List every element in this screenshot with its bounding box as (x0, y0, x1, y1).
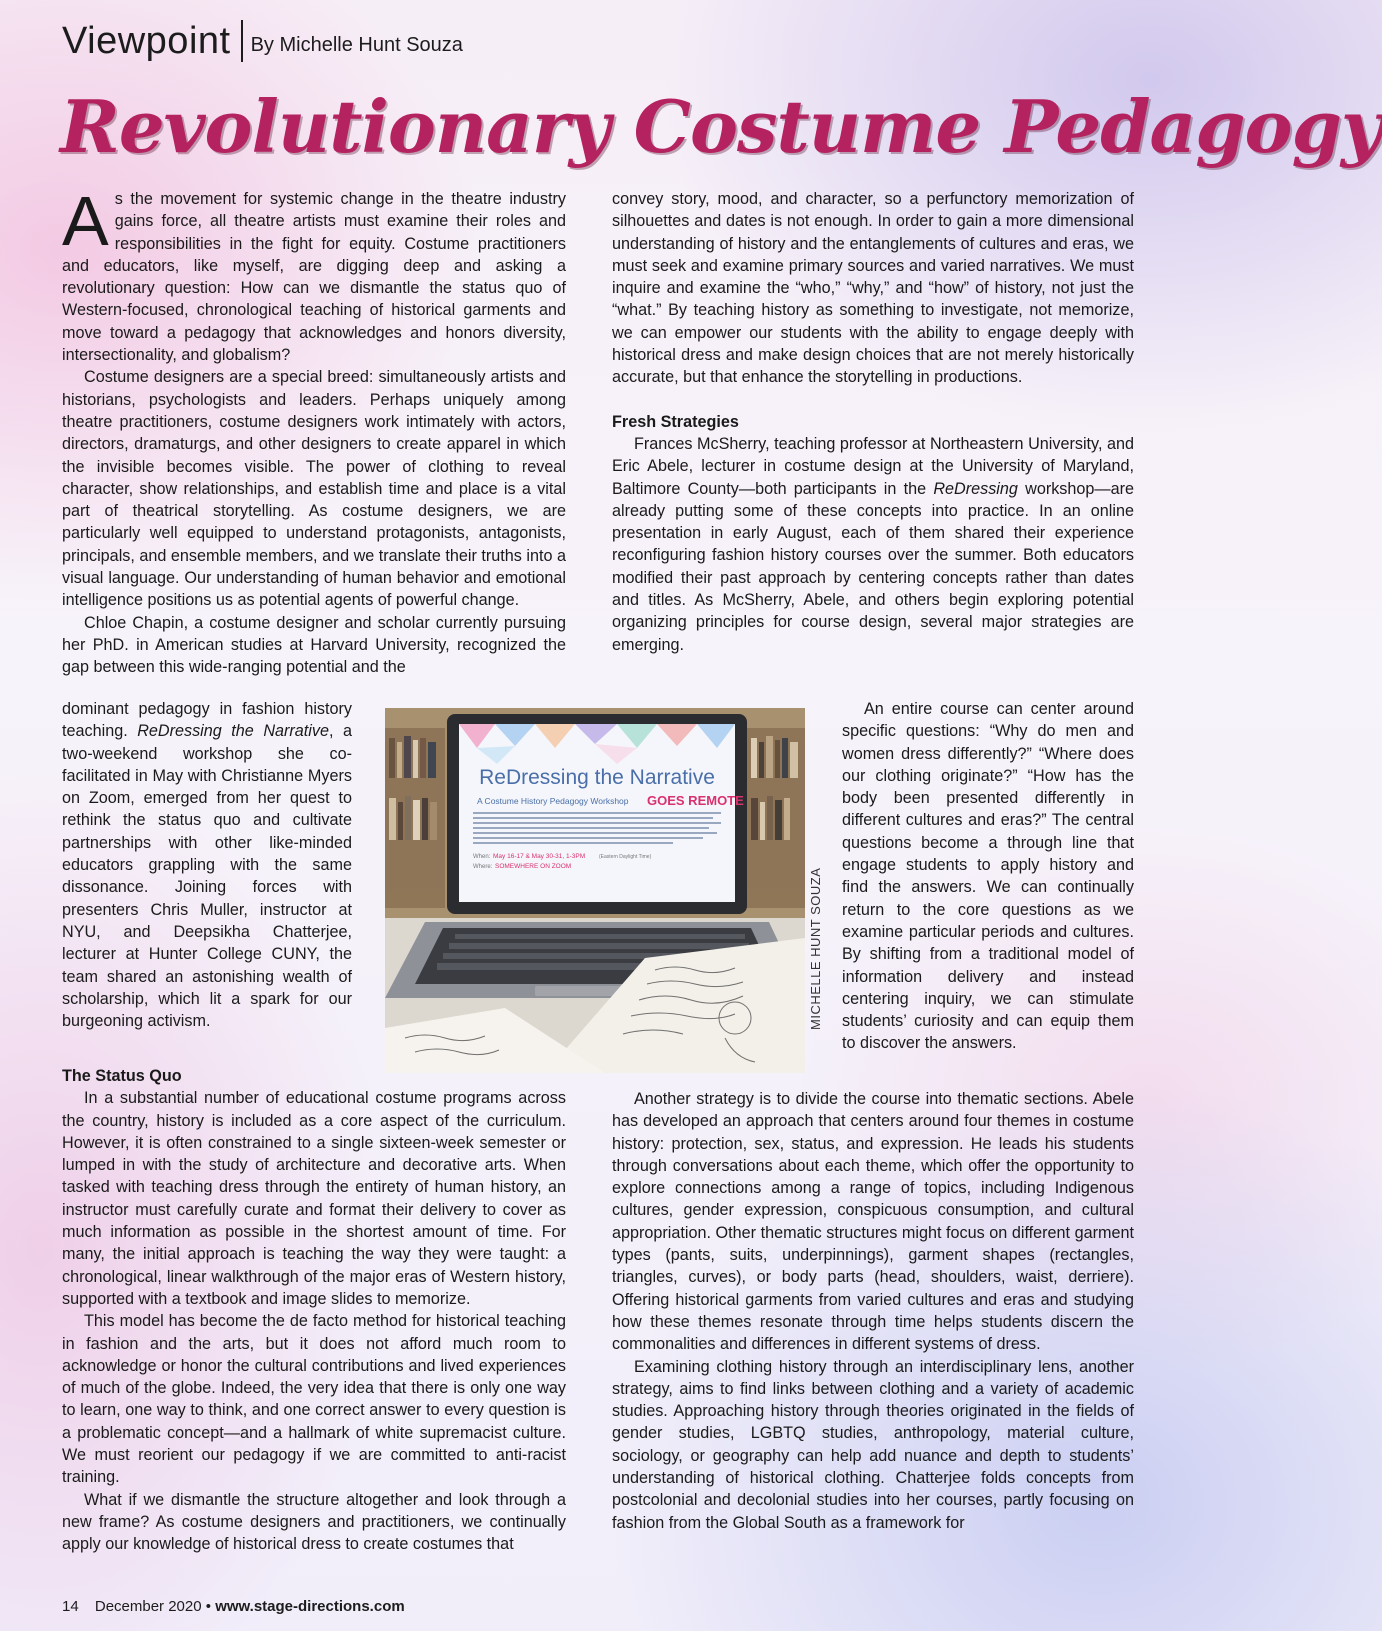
column-right-narrow (842, 698, 1134, 1055)
column-left-bottom (62, 1065, 566, 1556)
laptop-photo (385, 708, 805, 1073)
column-left-top (62, 182, 566, 679)
column-right-bottom (612, 1088, 1134, 1534)
website-url: www.stage-directions.com (215, 1598, 405, 1615)
paragraph: An entire course can center around specific questions: “Why do men and women dress differently?” “Where does our clothing originate?” “How has the body been presented differently in different cultures and eras?” The central questions become a through line that engage students to apply history and find the answers. We can continually return to the core questions as we examine particular periods and cultures. By shifting from a traditional model of information delivery and instead centering inquiry, we can stimulate students’ curiosity and can equip them to discover the answers. (842, 700, 1134, 1053)
intro-paragraph: As the movement for systemic change in the theatre industry gains force, all theatre artists must examine their roles and responsibilities in the fight for equity. Costume practitioners and educators, like myself, are digging deep and asking a revolutionary question: How can we dismantle the status quo of Western-focused, chronological teaching of historical garments and move toward a pedagogy that acknowledges and honors diversity, intersectionality, and globalism? (62, 182, 566, 365)
byline: By Michelle Hunt Souza (250, 33, 463, 56)
header-divider (241, 20, 243, 62)
screen-goes-remote: GOES REMOTE (647, 793, 744, 808)
screen-subtitle: A Costume History Pedagogy Workshop (477, 796, 629, 806)
section-label: Viewpoint (62, 19, 231, 62)
paragraph: In a substantial number of educational costume programs across the country, history is included as a core aspect of the curriculum. However, it is often constrained to a single sixteen-week semester or lumped in with the study of architecture and decorative arts. When tasked with teaching dress through the entirety of human history, an instructor must carefully curate and format their delivery to cover as much information as possible in the shortest amount of time. For many, the initial approach is teaching the way they were taught: a chronological, linear walkthrough of the major eras of Western history, supported with a textbook and image slides to memorize. (62, 1089, 566, 1308)
laptop-illustration (385, 708, 805, 1073)
article-title: Revolutionary Costume Pedagogy (60, 84, 1382, 169)
photo-credit: MICHELLE HUNT SOUZA (808, 867, 823, 1030)
page-header (62, 18, 463, 64)
issue-date: December 2020 (94, 1598, 202, 1615)
paragraph: convey story, mood, and character, so a perfunctory memorization of silhouettes and dates is not enough. In order to gain a more dimensional understanding of history and the entanglements of cultures and eras, we must seek and examine primary sources and varied narratives. We must inquire and examine the “who,” “why,” and “how” of history, not just the “what.” By teaching history as something to investigate, not memorize, we can empower our students with the ability to engage deeply with historical dress and make design choices that are not merely historically accurate, but that enhance the storytelling in productions. (612, 190, 1134, 387)
column-right-top (612, 188, 1134, 656)
screen-when: May 16-17 & May 30-31, 1-3PM (493, 853, 586, 860)
paragraph: Chloe Chapin, a costume designer and scholar currently pursuing her PhD. in American studies at Harvard University, recognized the gap between this wide-ranging potential and the (62, 613, 566, 677)
page-number: 14 (62, 1598, 79, 1615)
paragraph: Another strategy is to divide the course into thematic sections. Abele has developed an approach that centers around four themes in costume history: protection, sex, status, and expression. He leads his students through conversations about each theme, which offer the opportunity to explore connections among a range of topics, including Indigenous cultures, gender expression, conspicuous consumption, and cultural appropriation. Other thematic structures might focus on different garment types (pants, suits, underpinnings), garment shapes (rectangles, triangles, curves), or body parts (head, shoulders, waist, derriere). Offering historical garments from varied cultures and eras and studying how these themes resonate through time helps students discern the commonalities and differences in different systems of dress. (612, 1090, 1134, 1354)
screen-when-label: When: (473, 854, 491, 860)
screen-title: ReDressing the Narrative (479, 766, 715, 789)
footer-separator: • (205, 1598, 212, 1615)
screen-where-label: Where: (473, 864, 493, 870)
paragraph: Frances McSherry, teaching professor at Northeastern University, and Eric Abele, lecturer in costume design at the University of Maryland, Baltimore County—both participants in the ReDressing workshop—are already putting some of these concepts into practice. In an online presentation in early August, each of them shared their experience reconfiguring fashion history courses over the summer. Both educators modified their past approach by centering concepts rather than dates and titles. As McSherry, Abele, and others begin exploring potential organizing principles for course design, several major strategies are emerging. (612, 434, 1134, 654)
workshop-title-italic: ReDressing the Narrative (137, 722, 329, 741)
section-heading-fresh-strategies: Fresh Strategies (612, 412, 739, 431)
drop-cap: A (62, 182, 109, 260)
paragraph: Costume designers are a special breed: simultaneously artists and historians, psychologists and leaders. Perhaps uniquely among theatre practitioners, costume designers work intimately with actors, directors, dramaturgs, and other designers to create apparel in which the invisible becomes visible. The power of clothing to reveal character, show relationships, and establish time and place is a vital part of theatrical storytelling. As costume designers, we are particularly well equipped to understand protagonists, antagonists, principals, and ensemble members, and we translate their truths into a visual language. Our understanding of human behavior and emotional intelligence positions us as potential agents of powerful change. (62, 368, 566, 610)
paragraph: dominant pedagogy in fashion history teaching. ReDressing the Narrative, a two-weekend workshop she co-facilitated in May with Christianne Myers on Zoom, emerged from her quest to rethink the status quo and cultivate partnerships with other like-minded educators grappling with the same dissonance. Joining forces with presenters Chris Muller, instructor at NYU, and Deepsikha Chatterjee, lecturer at Hunter College CUNY, the team shared an astonishing wealth of scholarship, which lit a spark for our burgeoning activism. (62, 700, 352, 1031)
screen-when-note: (Eastern Daylight Time) (599, 854, 652, 860)
section-heading-status-quo: The Status Quo (62, 1067, 182, 1085)
screen-where: SOMEWHERE ON ZOOM (495, 863, 572, 870)
paragraph: What if we dismantle the structure altogether and look through a new frame? As costume designers and practitioners, we continually apply our knowledge of historical dress to create costumes that (62, 1490, 566, 1554)
paragraph: Examining clothing history through an interdisciplinary lens, another strategy, aims to find links between clothing and a variety of academic studies. Approaching history through theories originated in the fields of gender studies, LGBTQ studies, anthropology, material culture, sociology, or geography can help add nuance and depth to students’ understanding of historical clothing. Chatterjee folds concepts from postcolonial and decolonial studies into her courses, partly focusing on fashion from the Global South as a framework for (612, 1357, 1134, 1532)
column-left-narrow (62, 698, 352, 1032)
paragraph: This model has become the de facto method for historical teaching in fashion and the arts, but it does not afford much room to acknowledge or honor the cultural contributions and lived experiences of much of the globe. Indeed, the very idea that there is only one way to learn, one way to think, and one correct answer to every question is a problematic concept—and a hallmark of white supremacist culture. We must reorient our pedagogy if we are committed to anti-racist training. (62, 1312, 566, 1487)
page-footer (62, 1598, 405, 1615)
workshop-name-italic: ReDressing (933, 479, 1018, 498)
